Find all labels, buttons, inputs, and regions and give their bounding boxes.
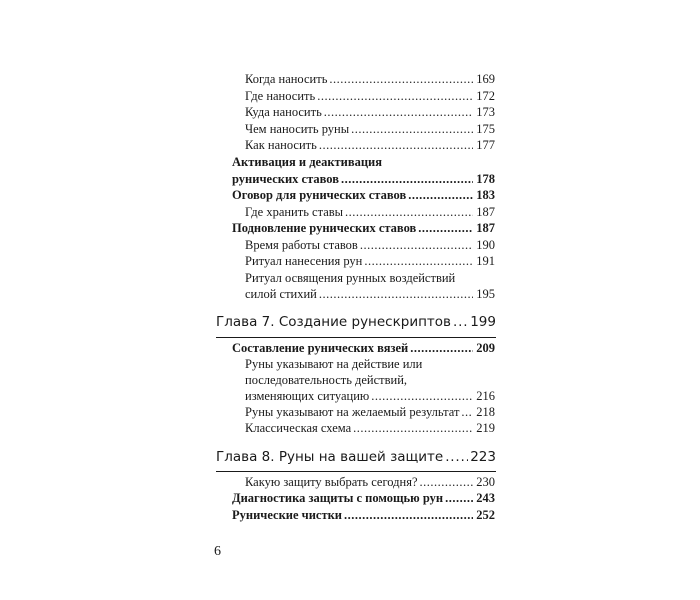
toc-entry: [232, 491, 495, 506]
toc-leader-dots: [364, 254, 473, 269]
toc-entry-page: 177: [476, 138, 495, 152]
toc-leader-dots: [371, 389, 473, 404]
toc-entry: [232, 508, 495, 523]
toc-leader-dots: [341, 172, 473, 187]
toc-entry: [245, 138, 495, 153]
toc-entry-page: 218: [476, 405, 495, 419]
toc-leader-dots: [319, 287, 473, 302]
page-number: 6: [214, 544, 221, 559]
toc-entry-title: Классическая схема: [245, 421, 352, 435]
toc-entry-title: Куда наносить: [245, 105, 322, 119]
toc-leader-dots: [418, 221, 473, 236]
toc-leader-dots: [317, 89, 473, 104]
toc-entry-title: Время работы ставов: [245, 238, 358, 252]
toc-entry: [245, 89, 495, 104]
toc-entry-page: 183: [476, 188, 495, 202]
toc-leader-dots: [420, 475, 473, 490]
toc-entry-page: 243: [476, 491, 495, 505]
toc-entry: [245, 238, 495, 253]
toc-entry-page: 178: [476, 172, 495, 186]
toc-leader-dots: [445, 449, 468, 466]
chapter-page: 199: [470, 314, 496, 330]
toc-leader-dots: [461, 405, 473, 420]
toc-leader-dots: [453, 314, 468, 331]
toc-entry: [245, 287, 495, 302]
toc-entry-title: Где наносить: [245, 89, 316, 103]
toc-leader-dots: [351, 122, 473, 137]
toc-entry: [232, 341, 495, 356]
toc-entry-page: 169: [476, 72, 495, 86]
toc-entry: [245, 389, 495, 404]
toc-entry-page: 219: [476, 421, 495, 435]
toc-entry-title: Оговор для рунических ставов: [232, 188, 407, 202]
toc-entry-page: 187: [476, 221, 495, 235]
toc-leader-dots: [408, 188, 473, 203]
toc-entry-page: 230: [476, 475, 495, 489]
chapter-page: 223: [470, 449, 496, 465]
toc-entry-title: Где хранить ставы: [245, 205, 344, 219]
toc-entry-title: Рунические чистки: [232, 508, 343, 522]
toc-entry: [245, 475, 495, 490]
toc-entry-title: изменяющих ситуацию: [245, 389, 370, 403]
toc-entry: [245, 72, 495, 87]
toc-entry: [245, 421, 495, 436]
toc-entry-title: Подновление рунических ставов: [232, 221, 417, 235]
toc-entry-title: Как наносить: [245, 138, 317, 152]
toc-leader-dots: [344, 508, 473, 523]
toc-entry-title: Составление рунических вязей: [232, 341, 409, 355]
toc-entry: [245, 105, 495, 120]
toc-leader-dots: [410, 341, 473, 356]
toc-entry: [232, 221, 495, 236]
toc-leader-dots: [319, 138, 473, 153]
toc-entry-page: 216: [476, 389, 495, 403]
toc-leader-dots: [345, 205, 473, 220]
toc-entry-page: 252: [476, 508, 495, 522]
toc-entry-page: 175: [476, 122, 495, 136]
chapter-heading: [216, 449, 496, 466]
toc-leader-dots: [353, 421, 473, 436]
toc-leader-dots: [324, 105, 473, 120]
toc-entry-title: Диагностика защиты с помощью рун: [232, 491, 444, 505]
chapter-divider: [216, 471, 496, 472]
toc-entry: [245, 254, 495, 269]
toc-leader-dots: [445, 491, 473, 506]
toc-entry-page: 172: [476, 89, 495, 103]
toc-entry-page: 191: [476, 254, 495, 268]
toc-leader-dots: [360, 238, 473, 253]
toc-entry-title: Руны указывают на желаемый результат: [245, 405, 460, 419]
toc-entry: [245, 205, 495, 220]
toc-entry-title: Чем наносить руны: [245, 122, 350, 136]
toc-entry-page: 187: [476, 205, 495, 219]
toc-entry: [232, 188, 495, 203]
toc-entry-title: Руны указывают на действие или: [245, 357, 423, 371]
toc-entry-title: Ритуал освящения рунных воздействий: [245, 271, 456, 285]
chapter-divider: [216, 337, 496, 338]
toc-entry-title: рунических ставов: [232, 172, 339, 186]
toc-entry-title: Какую защиту выбрать сегодня?: [245, 475, 418, 489]
toc-entry-page: 209: [476, 341, 495, 355]
toc-entry-title: Когда наносить: [245, 72, 328, 86]
chapter-title: Глава 8. Руны на вашей защите: [216, 449, 444, 465]
toc-entry-page: 173: [476, 105, 495, 119]
toc-entry: [245, 122, 495, 137]
toc-leader-dots: [329, 72, 473, 87]
toc-entry: [232, 172, 495, 187]
toc-entry-title: Активация и деактивация: [232, 155, 383, 169]
toc-entry-page: 195: [476, 287, 495, 301]
toc-entry: [245, 405, 495, 420]
chapter-heading: [216, 314, 496, 331]
toc-entry-title: силой стихий: [245, 287, 317, 301]
toc-entry-page: 190: [476, 238, 495, 252]
chapter-title: Глава 7. Создание рунескриптов: [216, 314, 452, 330]
toc-entry-title: Ритуал нанесения рун: [245, 254, 363, 268]
toc-entry-title: последовательность действий,: [245, 373, 408, 387]
